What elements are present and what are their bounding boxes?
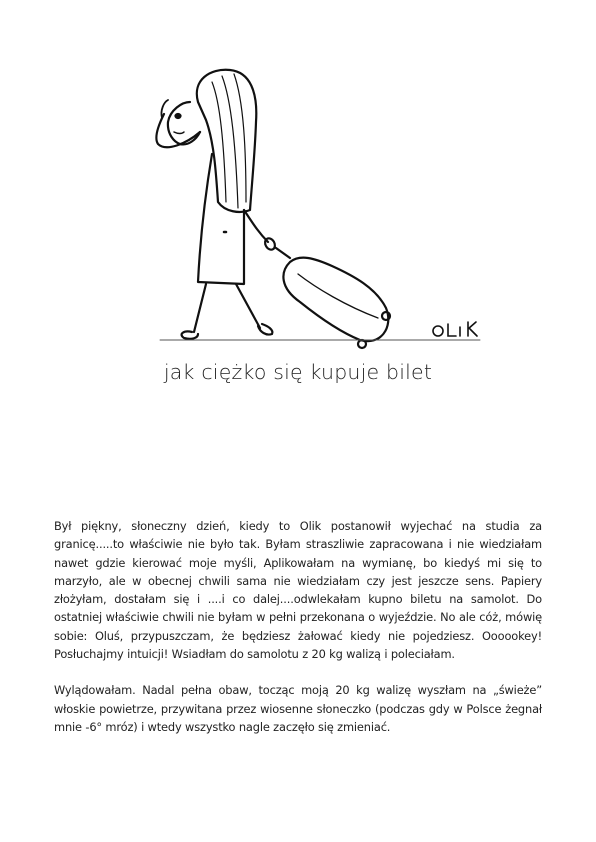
paragraph-2: Wylądowałam. Nadal pełna obaw, tocząc moją 20 kg walizę wyszłam na „świeże” włoskie powietrze, przywitana przez wiosenne słoneczko (podczas gdy w Polsce żegnał mnie -6° mróz) i wtedy wszystko nagle zaczęło się zmieniać. [54,683,542,734]
girl-with-suitcase-illustration [140,62,490,352]
paragraph-1: Był piękny, słoneczny dzień, kiedy to Olik postanowił wyjechać na studia za granicę.....to właściwie nie było tak. Byłam straszliwie zapracowana i nie wiedziałam nawet gdzie kierować moje myśli, Aplikowałam na wymianę, bo kiedyś mi się to marzyło, ale w obecnej chwili sama nie wiedziałam czy jest jeszcze sens. Papiery złożyłam, dostałam się i ....i co dalej....odwlekałam kupno biletu na samolot. Do ostatniej właściwie chwili nie byłam w pełni przekonana o wyjeździe. No ale cóż, mówię sobie: Oluś, przypuszczam, że będziesz żałować kiedy nie pojedziesz. Oooookey! Posłuchajmy intuicji! Wsiadłam do samolotu z 20 kg walizą i poleciałam. [54,519,542,662]
page-title: jak ciężko się kupuje bilet [163,360,433,384]
signature-logo [430,318,490,340]
story-text [54,517,542,754]
